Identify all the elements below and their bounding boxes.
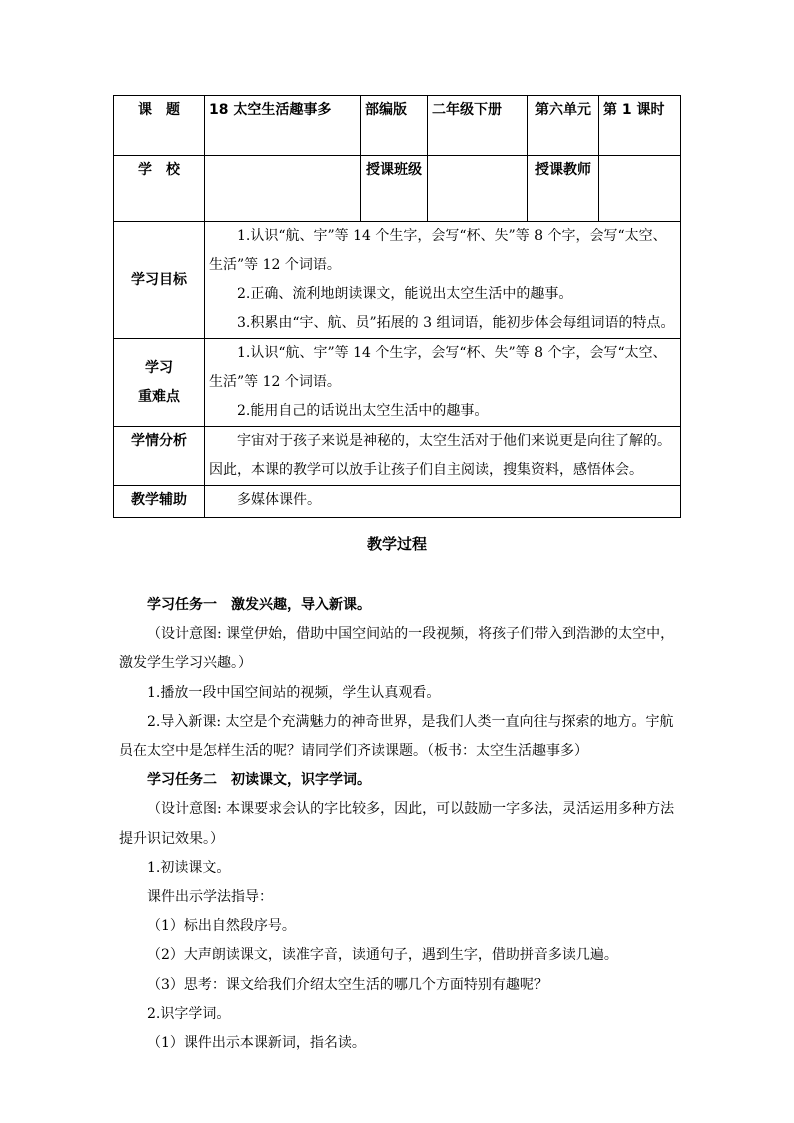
step: （3）思考：课文给我们介绍太空生活的哪几个方面特别有趣呢？ <box>147 976 548 993</box>
step: 1.初读课文。 <box>147 859 231 876</box>
step: 1.播放一段中国空间站的视频，学生认真观看。 <box>147 684 441 701</box>
task-heading: 学习任务二 初读课文，识字学词。 <box>147 772 371 789</box>
unit: 第六单元 <box>528 96 599 156</box>
edition: 部编版 <box>361 96 428 156</box>
class-label: 授课班级 <box>361 156 428 222</box>
teacher-label: 授课教师 <box>528 156 599 222</box>
analysis-label: 学情分析 <box>114 427 205 486</box>
key-points-cell <box>205 339 681 427</box>
task-heading: 学习任务一 激发兴趣，导入新课。 <box>147 597 371 613</box>
row-analysis <box>114 427 681 486</box>
objective-item: 2.正确、流利地朗读课文，能说出太空生活中的趣事。 <box>237 286 573 302</box>
aids-label: 教学辅助 <box>114 486 205 518</box>
objective-item: 1.认识“航、宇”等 14 个生字，会写“杯、失”等 8 个字，会写“太空、生活”等 12 个词语。 <box>209 228 667 273</box>
class-value <box>428 156 528 222</box>
step: （1）课件出示本课新词，指名读。 <box>147 1035 366 1052</box>
school-label: 学 校 <box>114 156 205 222</box>
lesson-title: 18 太空生活趣事多 <box>205 96 361 156</box>
step: 2.识字学词。 <box>147 1005 231 1022</box>
design-intent: （设计意图: 本课要求会认的字比较多，因此，可以鼓励一字多法，灵活运用多种方法提升识记效果。） <box>119 801 675 847</box>
aids-cell <box>205 486 681 518</box>
teacher-value <box>599 156 681 222</box>
objectives-cell <box>205 222 681 339</box>
key-points-label-line1: 学习 <box>145 359 173 376</box>
analysis-text: 宇宙对于孩子来说是神秘的，太空生活对于他们来说更是向往了解的。因此，本课的教学可以放手让孩子们自主阅读，搜集资料，感悟体会。 <box>209 433 671 478</box>
objective-item: 3.积累由“宇、航、员”拓展的 3 组词语，能初步体会每组词语的特点。 <box>237 315 675 331</box>
objectives-label: 学习目标 <box>114 222 205 339</box>
step: （1）标出自然段序号。 <box>147 918 296 935</box>
step: 2.导入新课: 太空是个充满魅力的神奇世界，是我们人类一直向往与探索的地方。宇航员在太空中是怎样生活的呢？请同学们齐读课题。（板书：太空生活趣事多） <box>119 713 674 760</box>
analysis-cell <box>205 427 681 486</box>
row-objectives <box>114 222 681 339</box>
key-points-label <box>114 339 205 427</box>
row-aids <box>114 486 681 518</box>
design-intent: （设计意图: 课堂伊始，借助中国空间站的一段视频，将孩子们带入到浩渺的太空中，激发学生学习兴趣。） <box>119 626 675 672</box>
step: （2）大声朗读课文，读准字音，读通句子，遇到生字，借助拼音多读几遍。 <box>147 947 618 964</box>
row-key-points <box>114 339 681 427</box>
key-point-item: 2.能用自己的话说出太空生活中的趣事。 <box>237 403 489 419</box>
school-value <box>205 156 361 222</box>
grade: 二年级下册 <box>428 96 528 156</box>
section-title: 教学过程 <box>366 535 427 553</box>
key-points-label-line2: 重难点 <box>138 388 180 405</box>
period: 第 1 课时 <box>599 96 681 156</box>
key-point-item: 1.认识“航、宇”等 14 个生字，会写“杯、失”等 8 个字，会写“太空、生活”等 12 个词语。 <box>209 345 667 390</box>
aids-text: 多媒体课件。 <box>237 492 321 508</box>
lesson-info-table <box>113 95 681 518</box>
row-course <box>114 96 681 156</box>
course-label: 课 题 <box>114 96 205 156</box>
step: 课件出示学法指导： <box>147 889 273 906</box>
teaching-process <box>119 591 679 1058</box>
row-school <box>114 156 681 222</box>
